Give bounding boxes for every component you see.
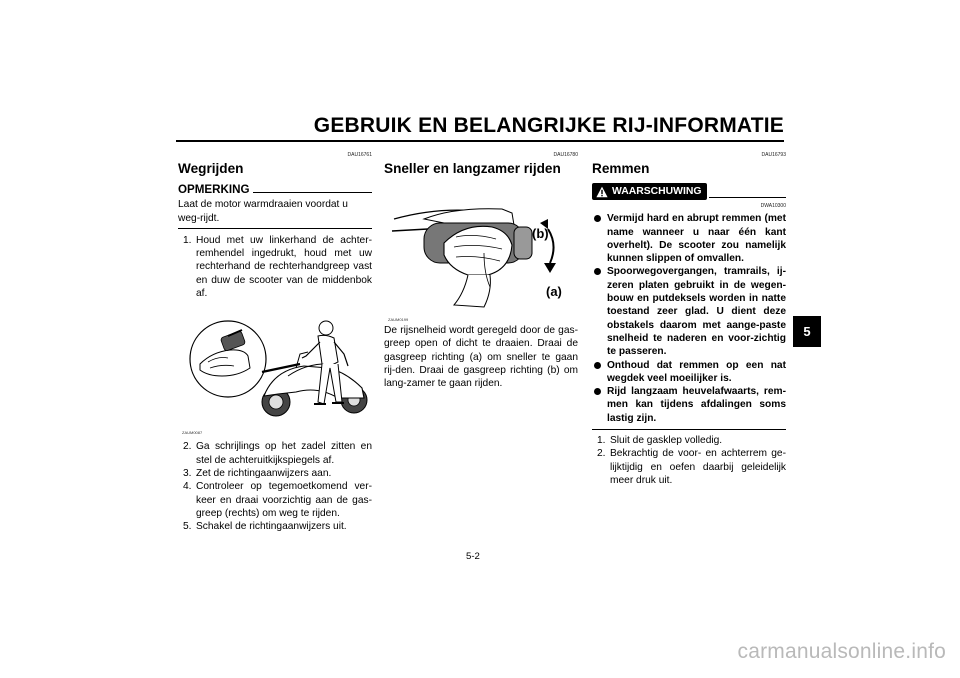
step-text: Ga schrijlings op het zadel zitten en stel de achteruitkijkspiegels af.	[196, 441, 372, 466]
step-text: Bekrachtig de voor- en achterrem ge-lijktijdig en oefen daarbij geleidelijk meer druk uit.	[610, 448, 786, 486]
list-item	[178, 520, 372, 533]
note-text: Laat de motor warmdraaien voordat u weg-rijdt.	[178, 198, 372, 229]
list-item	[592, 385, 786, 425]
list-item	[592, 447, 786, 487]
warning-text: Onthoud dat remmen op een nat wegdek veel moeilijker is.	[607, 359, 786, 384]
step-number: 2.	[597, 448, 606, 460]
list-item	[592, 359, 786, 386]
chapter-tab: 5	[793, 316, 821, 347]
header-rule	[176, 140, 784, 142]
warning-header	[592, 183, 786, 200]
step-number: 5.	[183, 521, 192, 533]
step-number: 1.	[597, 435, 606, 447]
watermark: carmanualsonline.info	[737, 640, 946, 663]
figure-throttle-grip	[384, 183, 578, 322]
section-code: DAU16780	[553, 152, 578, 158]
page-header-title: GEBRUIK EN BELANGRIJKE RIJ-INFORMATIE	[313, 114, 784, 137]
step-number: 1.	[183, 234, 192, 246]
section-heading-wegrijden: Wegrijden	[178, 161, 244, 176]
column-sneller-langzamer	[384, 151, 578, 390]
column-wegrijden	[178, 151, 372, 533]
braking-steps	[592, 434, 786, 487]
start-steps-a	[178, 234, 372, 300]
list-item	[592, 434, 786, 447]
list-item	[178, 234, 372, 300]
start-steps-b	[178, 440, 372, 533]
column-remmen	[592, 151, 786, 487]
step-number: 4.	[183, 481, 192, 493]
list-item	[592, 265, 786, 358]
warning-code: DWA10300	[760, 203, 786, 210]
bullet-icon	[594, 268, 601, 275]
warning-text: Spoorwegovergangen, tramrails, ij-zeren platen gebruikt in de wegen-bouw en putdeksels worden in natte toestand zeer glad. U dient deze obstakels daarom met aange-paste snelheid te naderen en voor-zichtig te passeren.	[607, 266, 786, 358]
warning-list	[592, 210, 786, 430]
label-a: (a)	[546, 284, 562, 299]
list-item	[178, 467, 372, 480]
bullet-icon	[594, 388, 601, 395]
warning-triangle-icon	[596, 186, 608, 198]
section-heading-remmen: Remmen	[592, 161, 650, 176]
note-title: OPMERKING	[178, 183, 250, 196]
note-header	[178, 183, 372, 196]
section-code: DAU16793	[761, 152, 786, 158]
page-number: 5-2	[466, 551, 480, 562]
warning-text: Rijd langzaam heuvelafwaarts, rem-men kan tijdens afdalingen soms lastig zijn.	[607, 386, 786, 424]
throttle-body-text: De rijsnelheid wordt geregeld door de gas-greep open of dicht te draaien. Draai de gasgreep richting (a) om sneller te gaan rij-den. Draai de gasgreep richting (b) om lang-zamer te gaan rijden.	[384, 325, 578, 390]
bullet-icon	[594, 362, 601, 369]
step-number: 2.	[183, 441, 192, 453]
warning-label: WAARSCHUWING	[612, 186, 702, 197]
step-text: Sluit de gasklep volledig.	[610, 435, 723, 447]
section-code: DAU16761	[347, 152, 372, 158]
step-text: Schakel de richtingaanwijzers uit.	[196, 521, 347, 533]
step-text: Zet de richtingaanwijzers aan.	[196, 467, 332, 479]
step-text: Controleer op tegemoetkomend ver-keer en draai voorzichtig aan de gas-greep (rechts) om weg te rijden.	[196, 481, 372, 519]
figure-code: ZAUM0087	[182, 430, 203, 436]
bullet-icon	[594, 215, 601, 222]
step-text: Houd met uw linkerhand de achter-remhendel ingedrukt, houd met uw rechterhand de rechterhandgreep vast en duw de scooter van de middenbok af.	[196, 234, 372, 300]
figure-code: ZAUM0199	[388, 317, 409, 322]
step-number: 3.	[183, 467, 192, 479]
note-rule	[253, 192, 373, 193]
section-heading-speed: Sneller en langzamer rijden	[384, 161, 561, 176]
warning-badge	[592, 183, 707, 200]
label-b: (b)	[532, 226, 549, 241]
figure-scooter-off-stand	[178, 306, 372, 434]
scooter-stand-illustration	[178, 306, 372, 428]
warning-text: Vermijd hard en abrupt remmen (met name wanneer u naar één kant overhelt). De scooter zou namelijk kunnen slippen of omvallen.	[607, 213, 786, 265]
list-item	[592, 212, 786, 265]
list-item	[178, 480, 372, 520]
list-item	[178, 440, 372, 467]
warning-rule	[709, 197, 786, 198]
